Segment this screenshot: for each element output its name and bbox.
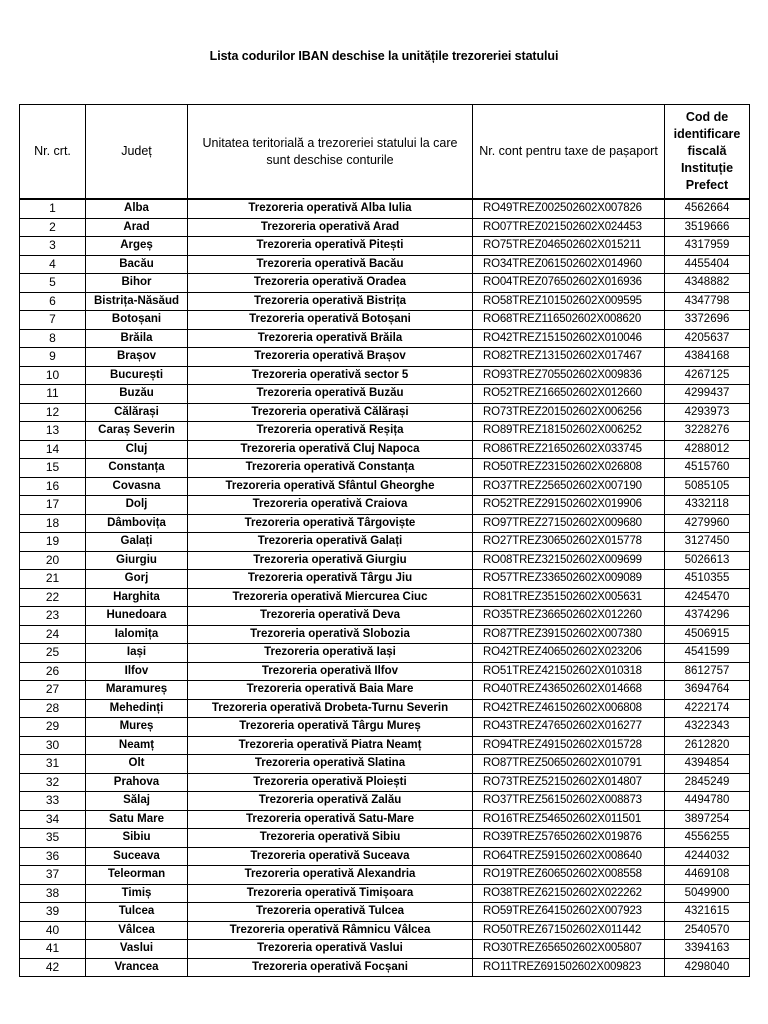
cell-treasury: Trezoreria operativă sector 5	[188, 366, 473, 385]
table-row	[20, 459, 750, 478]
cell-county: Prahova	[86, 773, 188, 792]
header-nr: Nr. crt.	[20, 105, 86, 200]
header-fiscal-code: Cod de identificare fiscală Instituție Prefect	[665, 105, 750, 200]
cell-county: Dolj	[86, 496, 188, 515]
cell-fiscal-code: 2612820	[665, 736, 750, 755]
cell-county: Brașov	[86, 348, 188, 367]
cell-fiscal-code: 4494780	[665, 792, 750, 811]
cell-nr: 42	[20, 958, 86, 977]
table-row	[20, 440, 750, 459]
cell-fiscal-code: 4510355	[665, 570, 750, 589]
cell-nr: 12	[20, 403, 86, 422]
table-row	[20, 366, 750, 385]
cell-treasury: Trezoreria operativă Târgu Jiu	[188, 570, 473, 589]
cell-nr: 11	[20, 385, 86, 404]
cell-county: Tulcea	[86, 903, 188, 922]
cell-county: Bistrița-Năsăud	[86, 292, 188, 311]
cell-account: RO87TREZ506502602X010791	[473, 755, 665, 774]
cell-account: RO42TREZ151502602X010046	[473, 329, 665, 348]
cell-treasury: Trezoreria operativă Sibiu	[188, 829, 473, 848]
cell-treasury: Trezoreria operativă Alexandria	[188, 866, 473, 885]
cell-account: RO97TREZ271502602X009680	[473, 514, 665, 533]
cell-fiscal-code: 5026613	[665, 551, 750, 570]
cell-county: Vaslui	[86, 940, 188, 959]
cell-county: Timiș	[86, 884, 188, 903]
cell-account: RO52TREZ166502602X012660	[473, 385, 665, 404]
table-row	[20, 644, 750, 663]
cell-treasury: Trezoreria operativă Craiova	[188, 496, 473, 515]
cell-county: București	[86, 366, 188, 385]
table-row	[20, 514, 750, 533]
cell-fiscal-code: 4348882	[665, 274, 750, 293]
cell-account: RO11TREZ691502602X009823	[473, 958, 665, 977]
cell-fiscal-code: 2845249	[665, 773, 750, 792]
cell-treasury: Trezoreria operativă Târgoviște	[188, 514, 473, 533]
cell-fiscal-code: 2540570	[665, 921, 750, 940]
cell-account: RO38TREZ621502602X022262	[473, 884, 665, 903]
cell-treasury: Trezoreria operativă Râmnicu Vâlcea	[188, 921, 473, 940]
cell-county: Călărași	[86, 403, 188, 422]
cell-nr: 36	[20, 847, 86, 866]
cell-fiscal-code: 3372696	[665, 311, 750, 330]
cell-treasury: Trezoreria operativă Târgu Mureș	[188, 718, 473, 737]
cell-nr: 29	[20, 718, 86, 737]
cell-nr: 25	[20, 644, 86, 663]
cell-county: Dâmbovița	[86, 514, 188, 533]
table-row	[20, 237, 750, 256]
cell-county: Ialomița	[86, 625, 188, 644]
table-row	[20, 829, 750, 848]
table-row	[20, 884, 750, 903]
cell-account: RO93TREZ705502602X009836	[473, 366, 665, 385]
cell-treasury: Trezoreria operativă Giurgiu	[188, 551, 473, 570]
cell-nr: 23	[20, 607, 86, 626]
cell-treasury: Trezoreria operativă Alba Iulia	[188, 199, 473, 218]
cell-treasury: Trezoreria operativă Suceava	[188, 847, 473, 866]
table-row	[20, 958, 750, 977]
cell-county: Harghita	[86, 588, 188, 607]
cell-account: RO86TREZ216502602X033745	[473, 440, 665, 459]
table-row	[20, 903, 750, 922]
cell-nr: 6	[20, 292, 86, 311]
cell-fiscal-code: 4245470	[665, 588, 750, 607]
cell-county: Covasna	[86, 477, 188, 496]
cell-treasury: Trezoreria operativă Brăila	[188, 329, 473, 348]
cell-fiscal-code: 4332118	[665, 496, 750, 515]
cell-treasury: Trezoreria operativă Călărași	[188, 403, 473, 422]
cell-county: Alba	[86, 199, 188, 218]
cell-account: RO82TREZ131502602X017467	[473, 348, 665, 367]
cell-county: Satu Mare	[86, 810, 188, 829]
cell-treasury: Trezoreria operativă Reșița	[188, 422, 473, 441]
cell-account: RO64TREZ591502602X008640	[473, 847, 665, 866]
cell-nr: 38	[20, 884, 86, 903]
cell-fiscal-code: 4347798	[665, 292, 750, 311]
cell-account: RO42TREZ461502602X006808	[473, 699, 665, 718]
cell-account: RO52TREZ291502602X019906	[473, 496, 665, 515]
cell-county: Maramureș	[86, 681, 188, 700]
cell-nr: 9	[20, 348, 86, 367]
cell-treasury: Trezoreria operativă Timișoara	[188, 884, 473, 903]
cell-county: Neamț	[86, 736, 188, 755]
table-row	[20, 681, 750, 700]
cell-fiscal-code: 3228276	[665, 422, 750, 441]
cell-fiscal-code: 4288012	[665, 440, 750, 459]
cell-account: RO57TREZ336502602X009089	[473, 570, 665, 589]
cell-fiscal-code: 4317959	[665, 237, 750, 256]
table-row	[20, 607, 750, 626]
cell-nr: 5	[20, 274, 86, 293]
table-row	[20, 755, 750, 774]
cell-account: RO81TREZ351502602X005631	[473, 588, 665, 607]
table-row	[20, 422, 750, 441]
cell-fiscal-code: 4293973	[665, 403, 750, 422]
cell-county: Caraș Severin	[86, 422, 188, 441]
cell-treasury: Trezoreria operativă Cluj Napoca	[188, 440, 473, 459]
cell-account: RO59TREZ641502602X007923	[473, 903, 665, 922]
cell-account: RO42TREZ406502602X023206	[473, 644, 665, 663]
cell-nr: 7	[20, 311, 86, 330]
cell-account: RO27TREZ306502602X015778	[473, 533, 665, 552]
cell-account: RO58TREZ101502602X009595	[473, 292, 665, 311]
cell-account: RO87TREZ391502602X007380	[473, 625, 665, 644]
iban-table	[19, 104, 750, 977]
cell-county: Sibiu	[86, 829, 188, 848]
cell-county: Cluj	[86, 440, 188, 459]
table-row	[20, 699, 750, 718]
cell-fiscal-code: 4455404	[665, 255, 750, 274]
cell-fiscal-code: 5085105	[665, 477, 750, 496]
cell-fiscal-code: 4279960	[665, 514, 750, 533]
cell-nr: 27	[20, 681, 86, 700]
table-row	[20, 533, 750, 552]
cell-nr: 2	[20, 218, 86, 237]
cell-treasury: Trezoreria operativă Deva	[188, 607, 473, 626]
table-row	[20, 773, 750, 792]
cell-treasury: Trezoreria operativă Focșani	[188, 958, 473, 977]
cell-fiscal-code: 4321615	[665, 903, 750, 922]
table-row	[20, 588, 750, 607]
cell-treasury: Trezoreria operativă Slobozia	[188, 625, 473, 644]
table-row	[20, 477, 750, 496]
cell-treasury: Trezoreria operativă Arad	[188, 218, 473, 237]
table-row	[20, 292, 750, 311]
cell-county: Iași	[86, 644, 188, 663]
cell-county: Mehedinți	[86, 699, 188, 718]
cell-treasury: Trezoreria operativă Bistrița	[188, 292, 473, 311]
cell-nr: 18	[20, 514, 86, 533]
cell-account: RO73TREZ201502602X006256	[473, 403, 665, 422]
cell-fiscal-code: 4515760	[665, 459, 750, 478]
cell-account: RO37TREZ256502602X007190	[473, 477, 665, 496]
cell-account: RO39TREZ576502602X019876	[473, 829, 665, 848]
cell-nr: 31	[20, 755, 86, 774]
cell-county: Galați	[86, 533, 188, 552]
page-title: Lista codurilor IBAN deschise la unitățile trezoreriei statului	[209, 49, 559, 63]
table-row	[20, 551, 750, 570]
cell-treasury: Trezoreria operativă Constanța	[188, 459, 473, 478]
cell-county: Bihor	[86, 274, 188, 293]
cell-fiscal-code: 8612757	[665, 662, 750, 681]
cell-nr: 10	[20, 366, 86, 385]
table-row	[20, 662, 750, 681]
cell-county: Giurgiu	[86, 551, 188, 570]
cell-county: Brăila	[86, 329, 188, 348]
cell-fiscal-code: 4244032	[665, 847, 750, 866]
cell-county: Buzău	[86, 385, 188, 404]
table-row	[20, 274, 750, 293]
cell-treasury: Trezoreria operativă Drobeta-Turnu Severin	[188, 699, 473, 718]
cell-nr: 37	[20, 866, 86, 885]
cell-fiscal-code: 4298040	[665, 958, 750, 977]
cell-nr: 32	[20, 773, 86, 792]
cell-account: RO51TREZ421502602X010318	[473, 662, 665, 681]
table-row	[20, 792, 750, 811]
cell-treasury: Trezoreria operativă Ploiești	[188, 773, 473, 792]
cell-treasury: Trezoreria operativă Slatina	[188, 755, 473, 774]
cell-account: RO49TREZ002502602X007826	[473, 199, 665, 218]
cell-nr: 22	[20, 588, 86, 607]
table-row	[20, 329, 750, 348]
cell-account: RO19TREZ606502602X008558	[473, 866, 665, 885]
cell-fiscal-code: 4541599	[665, 644, 750, 663]
cell-fiscal-code: 4556255	[665, 829, 750, 848]
cell-account: RO75TREZ046502602X015211	[473, 237, 665, 256]
cell-treasury: Trezoreria operativă Brașov	[188, 348, 473, 367]
cell-county: Botoșani	[86, 311, 188, 330]
cell-account: RO34TREZ061502602X014960	[473, 255, 665, 274]
cell-fiscal-code: 4394854	[665, 755, 750, 774]
cell-fiscal-code: 3394163	[665, 940, 750, 959]
cell-nr: 15	[20, 459, 86, 478]
cell-account: RO30TREZ656502602X005807	[473, 940, 665, 959]
cell-nr: 41	[20, 940, 86, 959]
table-row	[20, 218, 750, 237]
cell-county: Hunedoara	[86, 607, 188, 626]
cell-account: RO43TREZ476502602X016277	[473, 718, 665, 737]
cell-county: Arad	[86, 218, 188, 237]
table-row	[20, 199, 750, 218]
cell-treasury: Trezoreria operativă Miercurea Ciuc	[188, 588, 473, 607]
table-row	[20, 847, 750, 866]
header-treasury: Unitatea teritorială a trezoreriei statului la care sunt deschise conturile	[188, 105, 473, 200]
table-row	[20, 810, 750, 829]
cell-nr: 17	[20, 496, 86, 515]
cell-county: Gorj	[86, 570, 188, 589]
cell-account: RO40TREZ436502602X014668	[473, 681, 665, 700]
cell-nr: 1	[20, 199, 86, 218]
cell-nr: 19	[20, 533, 86, 552]
cell-county: Constanța	[86, 459, 188, 478]
table-row	[20, 718, 750, 737]
table-row	[20, 921, 750, 940]
cell-nr: 34	[20, 810, 86, 829]
cell-account: RO94TREZ491502602X015728	[473, 736, 665, 755]
cell-nr: 21	[20, 570, 86, 589]
cell-fiscal-code: 4299437	[665, 385, 750, 404]
table-body	[20, 199, 750, 977]
cell-treasury: Trezoreria operativă Vaslui	[188, 940, 473, 959]
cell-fiscal-code: 4222174	[665, 699, 750, 718]
table-row	[20, 255, 750, 274]
cell-account: RO73TREZ521502602X014807	[473, 773, 665, 792]
cell-treasury: Trezoreria operativă Piatra Neamț	[188, 736, 473, 755]
table-row	[20, 625, 750, 644]
cell-fiscal-code: 5049900	[665, 884, 750, 903]
cell-account: RO04TREZ076502602X016936	[473, 274, 665, 293]
header-account: Nr. cont pentru taxe de pașaport	[473, 105, 665, 200]
table-row	[20, 348, 750, 367]
cell-nr: 26	[20, 662, 86, 681]
cell-fiscal-code: 4384168	[665, 348, 750, 367]
cell-nr: 35	[20, 829, 86, 848]
cell-fiscal-code: 3694764	[665, 681, 750, 700]
cell-county: Vâlcea	[86, 921, 188, 940]
cell-treasury: Trezoreria operativă Oradea	[188, 274, 473, 293]
cell-treasury: Trezoreria operativă Tulcea	[188, 903, 473, 922]
table-row	[20, 570, 750, 589]
cell-county: Mureș	[86, 718, 188, 737]
cell-fiscal-code: 4267125	[665, 366, 750, 385]
cell-county: Olt	[86, 755, 188, 774]
cell-treasury: Trezoreria operativă Zalău	[188, 792, 473, 811]
cell-fiscal-code: 3127450	[665, 533, 750, 552]
cell-nr: 4	[20, 255, 86, 274]
cell-account: RO68TREZ116502602X008620	[473, 311, 665, 330]
cell-account: RO89TREZ181502602X006252	[473, 422, 665, 441]
cell-county: Argeș	[86, 237, 188, 256]
cell-county: Ilfov	[86, 662, 188, 681]
cell-fiscal-code: 4205637	[665, 329, 750, 348]
cell-account: RO16TREZ546502602X011501	[473, 810, 665, 829]
cell-nr: 3	[20, 237, 86, 256]
cell-account: RO35TREZ366502602X012260	[473, 607, 665, 626]
cell-nr: 39	[20, 903, 86, 922]
cell-county: Bacău	[86, 255, 188, 274]
cell-account: RO50TREZ231502602X026808	[473, 459, 665, 478]
cell-fiscal-code: 3897254	[665, 810, 750, 829]
cell-treasury: Trezoreria operativă Ilfov	[188, 662, 473, 681]
cell-nr: 20	[20, 551, 86, 570]
cell-nr: 40	[20, 921, 86, 940]
cell-account: RO37TREZ561502602X008873	[473, 792, 665, 811]
header-county: Județ	[86, 105, 188, 200]
cell-county: Teleorman	[86, 866, 188, 885]
cell-county: Sălaj	[86, 792, 188, 811]
cell-treasury: Trezoreria operativă Sfântul Gheorghe	[188, 477, 473, 496]
cell-county: Vrancea	[86, 958, 188, 977]
cell-county: Suceava	[86, 847, 188, 866]
table-row	[20, 385, 750, 404]
cell-treasury: Trezoreria operativă Pitești	[188, 237, 473, 256]
table-row	[20, 940, 750, 959]
cell-treasury: Trezoreria operativă Satu-Mare	[188, 810, 473, 829]
cell-nr: 13	[20, 422, 86, 441]
cell-treasury: Trezoreria operativă Iași	[188, 644, 473, 663]
table-row	[20, 496, 750, 515]
table-row	[20, 736, 750, 755]
cell-account: RO50TREZ671502602X011442	[473, 921, 665, 940]
cell-fiscal-code: 3519666	[665, 218, 750, 237]
table-row	[20, 311, 750, 330]
cell-fiscal-code: 4506915	[665, 625, 750, 644]
cell-nr: 33	[20, 792, 86, 811]
cell-nr: 24	[20, 625, 86, 644]
cell-treasury: Trezoreria operativă Bacău	[188, 255, 473, 274]
table-row	[20, 403, 750, 422]
cell-fiscal-code: 4562664	[665, 199, 750, 218]
cell-treasury: Trezoreria operativă Baia Mare	[188, 681, 473, 700]
cell-treasury: Trezoreria operativă Buzău	[188, 385, 473, 404]
cell-nr: 8	[20, 329, 86, 348]
cell-nr: 16	[20, 477, 86, 496]
cell-treasury: Trezoreria operativă Botoșani	[188, 311, 473, 330]
cell-fiscal-code: 4469108	[665, 866, 750, 885]
cell-account: RO08TREZ321502602X009699	[473, 551, 665, 570]
cell-nr: 28	[20, 699, 86, 718]
table-row	[20, 866, 750, 885]
cell-nr: 30	[20, 736, 86, 755]
cell-account: RO07TREZ021502602X024453	[473, 218, 665, 237]
cell-treasury: Trezoreria operativă Galați	[188, 533, 473, 552]
cell-nr: 14	[20, 440, 86, 459]
header-row	[20, 105, 750, 200]
cell-fiscal-code: 4322343	[665, 718, 750, 737]
cell-fiscal-code: 4374296	[665, 607, 750, 626]
